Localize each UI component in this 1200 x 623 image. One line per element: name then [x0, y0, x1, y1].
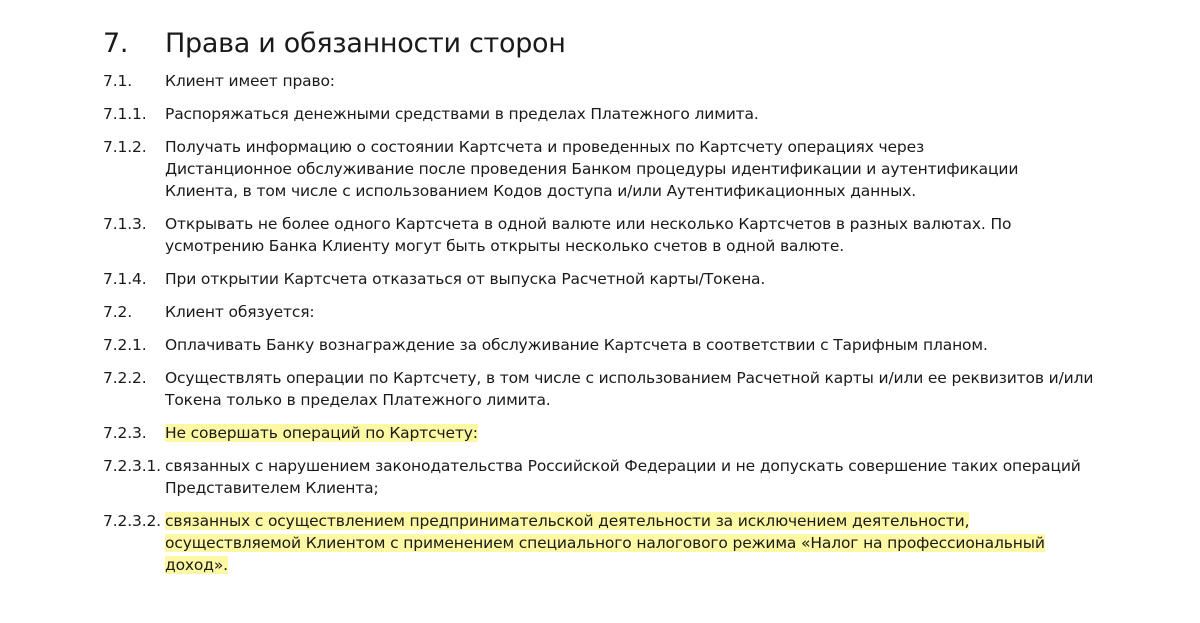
clause-text: Распоряжаться денежными средствами в пределах Платежного лимита. — [165, 105, 759, 123]
clause-number: 7.2. — [103, 303, 132, 321]
clause-7-2-3-2 — [103, 510, 1103, 576]
document-page — [103, 26, 1103, 587]
highlighted-clause-text: Не совершать операций по Картсчету: — [165, 424, 478, 442]
clause-7-2 — [103, 301, 1103, 323]
clause-7-1-3 — [103, 213, 1103, 257]
clause-number: 7.1.1. — [103, 105, 147, 123]
clause-number: 7.2.3. — [103, 424, 147, 442]
clause-text: связанных с нарушением законодательства Российской Федерации и не допускать совершение таких операций Представителем Клиента; — [165, 457, 1081, 497]
section-number: 7. — [103, 28, 129, 59]
clause-7-1-4 — [103, 268, 1103, 290]
clause-number: 7.1. — [103, 72, 132, 90]
clause-7-1 — [103, 70, 1103, 92]
clause-7-1-2 — [103, 136, 1103, 202]
clause-number: 7.2.3.2. — [103, 512, 161, 530]
clause-number: 7.1.2. — [103, 138, 147, 156]
clause-text: Клиент обязуется: — [165, 303, 315, 321]
clause-7-2-1 — [103, 334, 1103, 356]
section-heading — [103, 26, 1103, 62]
clause-7-2-3-1 — [103, 455, 1103, 499]
clause-7-2-3 — [103, 422, 1103, 444]
highlighted-clause-text: связанных с осуществлением предпринимательской деятельности за исключением деятельности, осуществляемой Клиентом с применением специального налогового режима «Налог на профессиональный доход». — [165, 512, 1045, 574]
section-title: Права и обязанности сторон — [165, 28, 566, 59]
clause-text: Получать информацию о состоянии Картсчета и проведенных по Картсчету операциях через Дистанционное обслуживание после проведения Банком процедуры идентификации и аутентификации Клиента, в том числе с использованием Кодов доступа и/или Аутентификационных данных. — [165, 138, 1019, 200]
clause-7-2-2 — [103, 367, 1103, 411]
clause-text: Открывать не более одного Картсчета в одной валюте или несколько Картсчетов в разных валютах. По усмотрению Банка Клиенту могут быть открыты несколько счетов в одной валюте. — [165, 215, 1012, 255]
clause-text: Оплачивать Банку вознаграждение за обслуживание Картсчета в соответствии с Тарифным планом. — [165, 336, 988, 354]
clause-number: 7.2.1. — [103, 336, 147, 354]
clause-number: 7.1.3. — [103, 215, 147, 233]
clause-text: Осуществлять операции по Картсчету, в том числе с использованием Расчетной карты и/или ее реквизитов и/или Токена только в пределах Платежного лимита. — [165, 369, 1094, 409]
clause-number: 7.2.2. — [103, 369, 147, 387]
clause-number: 7.1.4. — [103, 270, 147, 288]
clause-text: При открытии Картсчета отказаться от выпуска Расчетной карты/Токена. — [165, 270, 766, 288]
clause-text: Клиент имеет право: — [165, 72, 335, 90]
clause-7-1-1 — [103, 103, 1103, 125]
clause-number: 7.2.3.1. — [103, 457, 161, 475]
